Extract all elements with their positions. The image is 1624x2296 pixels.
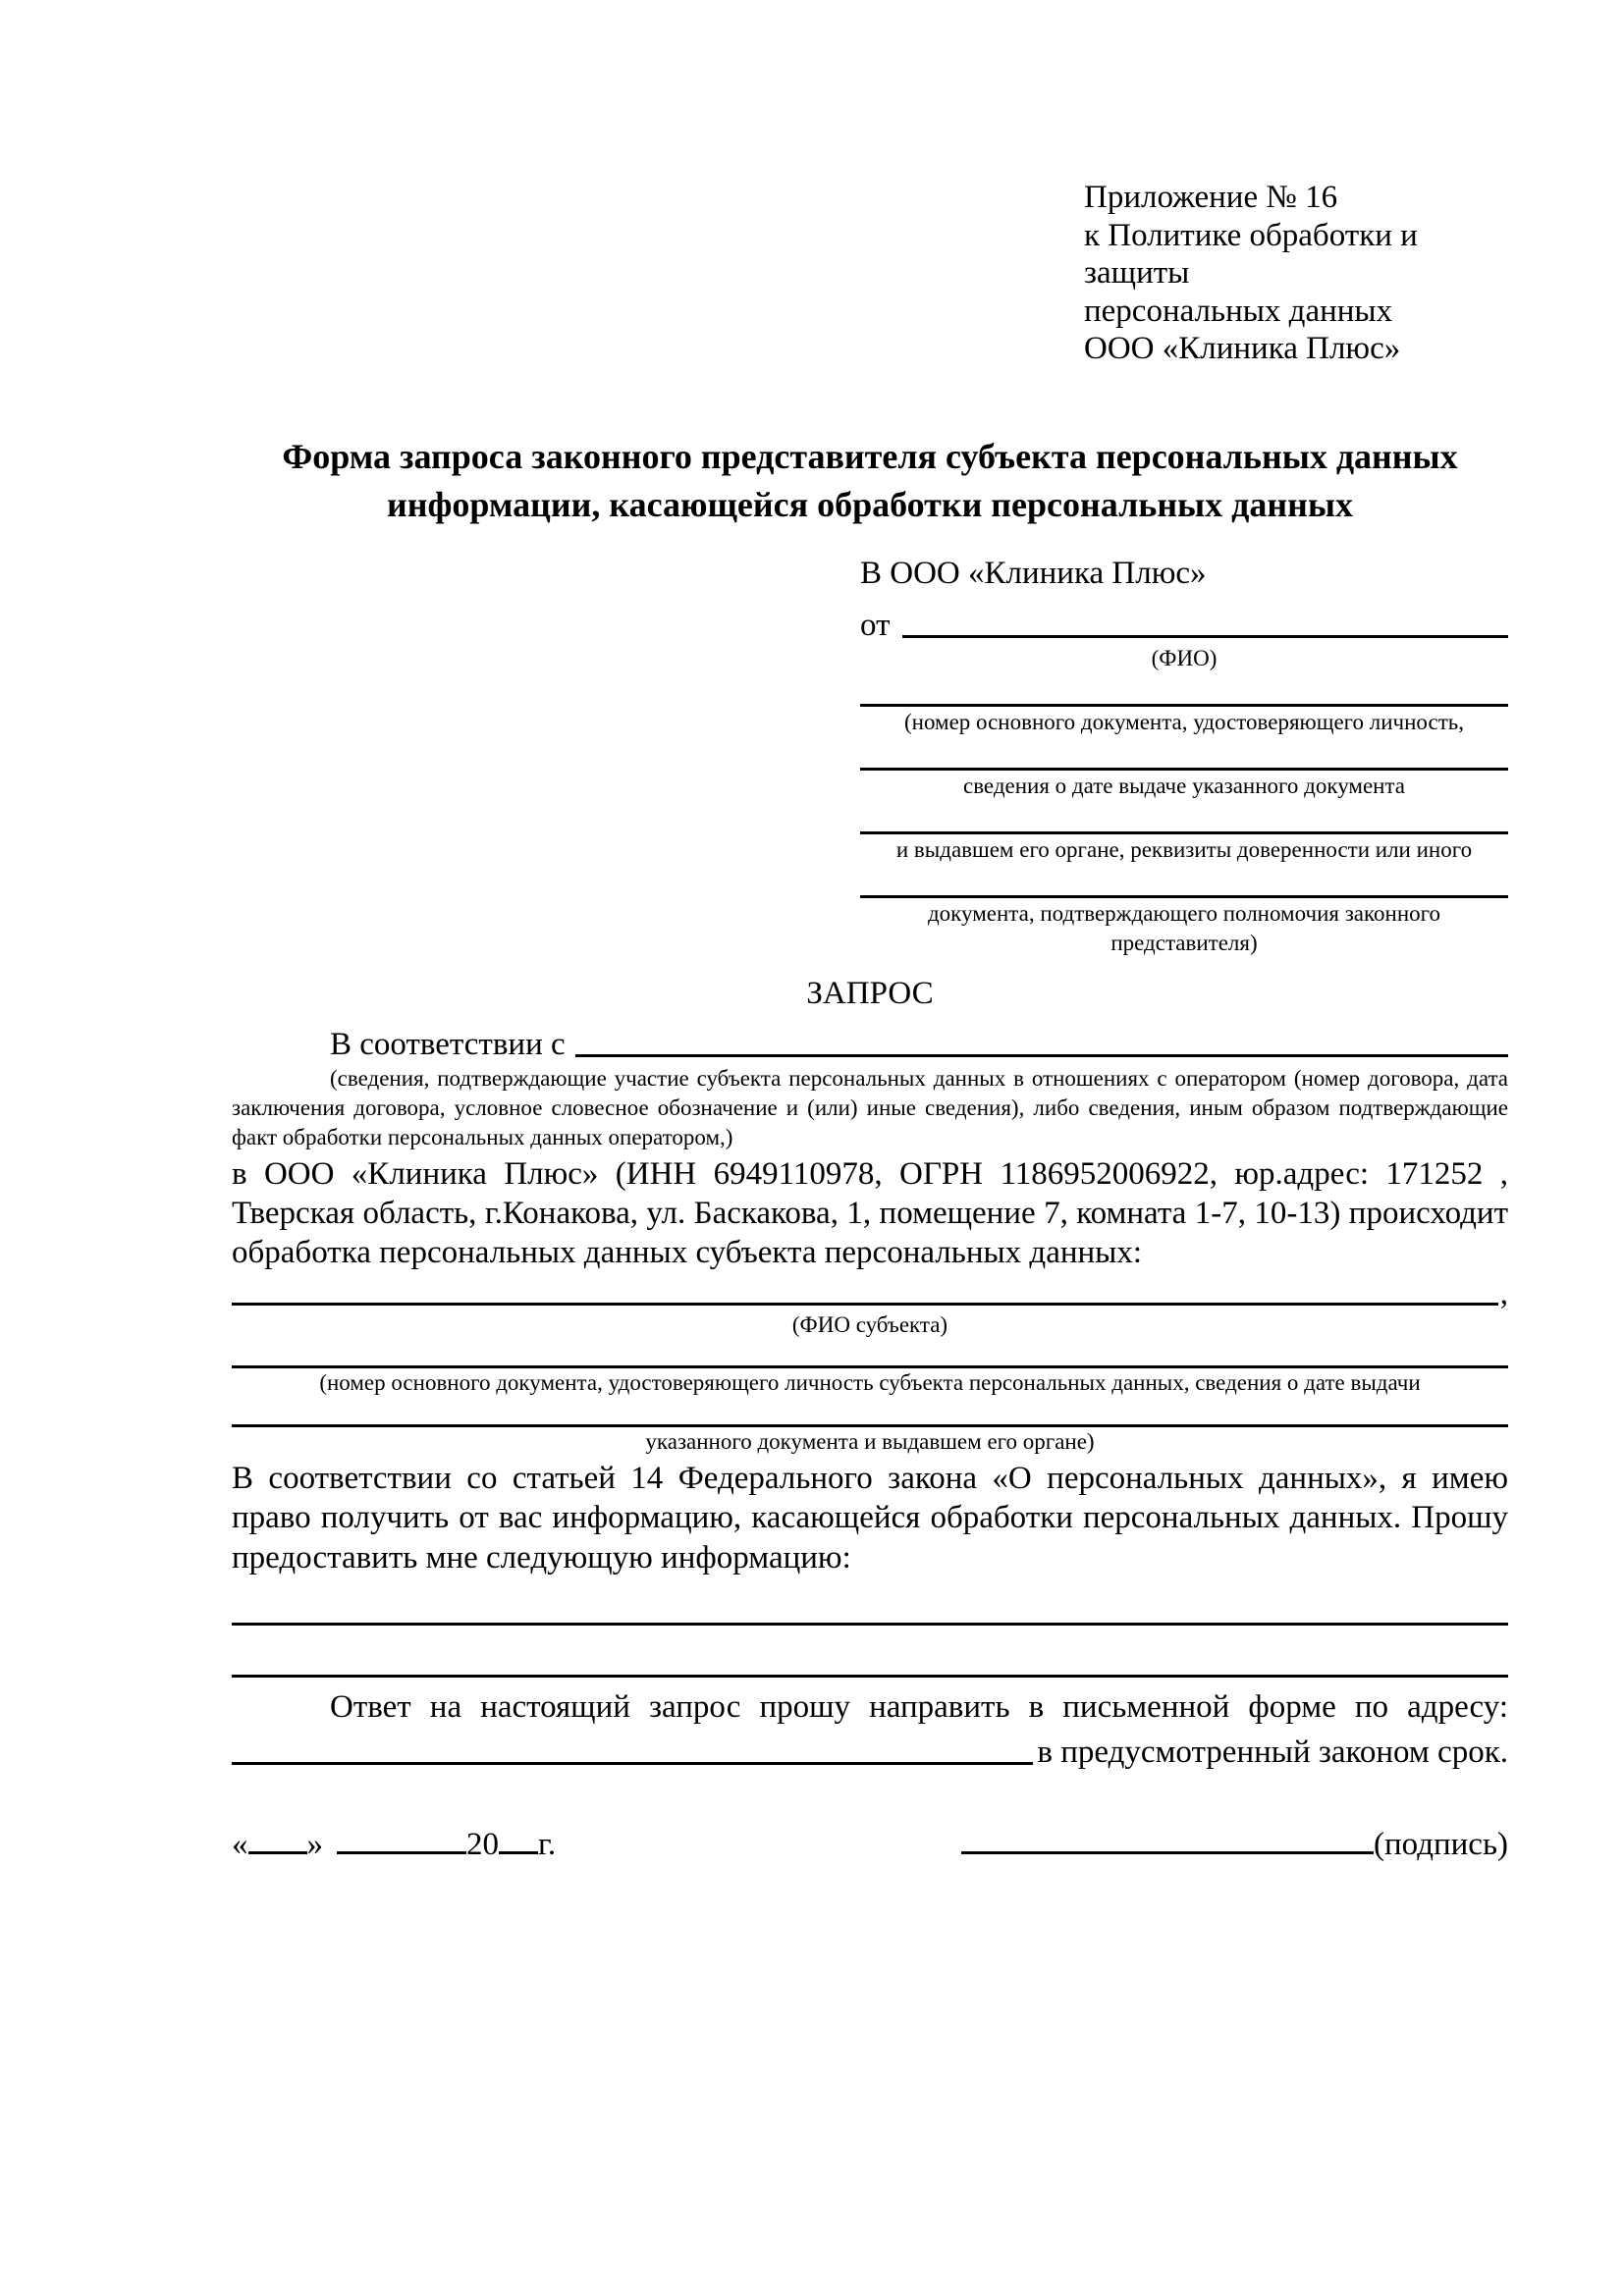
date-day-blank-line — [248, 1849, 307, 1854]
fio-blank-line — [902, 606, 1509, 638]
title-line: Форма запроса законного представителя субъекта персональных данных — [282, 437, 1458, 477]
subject-doc-caption-2: указанного документа и выдавшем его органе) — [645, 1429, 1095, 1455]
subject-fio-row — [232, 1273, 1508, 1310]
request-heading: ЗАПРОС — [806, 975, 934, 1011]
issue-date-caption: сведения о дате выдаче указанного документа — [962, 774, 1406, 799]
signature-blank-line — [961, 1849, 1374, 1854]
authority-blank-line — [860, 895, 1508, 898]
according-label: В соответствии с — [330, 1026, 566, 1062]
document-title — [232, 433, 1508, 528]
appendix-line: Приложение № 16 — [1084, 180, 1338, 215]
date-year-prefix: 20 — [466, 1827, 499, 1863]
according-row — [232, 1021, 1508, 1062]
issue-date-blank-line — [860, 768, 1508, 771]
footer-row — [232, 1827, 1508, 1862]
reply-suffix: в предусмотренный законом срок. — [1037, 1734, 1508, 1770]
addressee-block — [860, 554, 1508, 958]
operator-paragraph: в ООО «Клиника Плюс» (ИНН 6949110978, ОГРН 1186952006922, юр.адрес: 171252 , Тверская область, г.Конакова, ул. Баскакова, 1, помещение 7, комната 1-7, 10-13) происходит обработка персональных данных субъекта персональных данных: — [232, 1155, 1508, 1271]
small-print-note: (сведения, подтверждающие участие субъекта персональных данных в отношениях с оператором (номер договора, дата заключения договора, условное словесное обозначение и (или) иные сведения), либо сведения, иным образом подтверждающие факт обработки персональных данных оператором,) — [232, 1066, 1508, 1149]
date-open-quote: « — [232, 1827, 248, 1863]
title-line: информации, касающейся обработки персональных данных — [387, 484, 1353, 524]
appendix-line: ООО «Клиника Плюс» — [1084, 331, 1401, 367]
law-paragraph: В соответствии со статьей 14 Федерального закона «О персональных данных», я имею право получить от вас информацию, касающейся обработки персональных данных. Прошу предоставить мне следующую информацию: — [232, 1461, 1508, 1575]
subject-doc-caption-1: (номер основного документа, удостоверяющего личность субъекта персональных данных, сведения о дате выдачи — [319, 1370, 1421, 1396]
signature-caption: (подпись) — [1374, 1827, 1508, 1863]
fio-caption: (ФИО) — [1151, 646, 1218, 671]
signature-group — [961, 1827, 1508, 1862]
issue-org-blank-line — [860, 831, 1508, 834]
date-month-blank-line — [337, 1849, 466, 1854]
date-close-quote: » — [306, 1827, 323, 1863]
from-row — [860, 602, 1508, 643]
reply-paragraph: Ответ на настоящий запрос прошу направить в письменной форме по адресу: — [330, 1688, 1508, 1725]
appendix-line: к Политике обработки и защиты — [1084, 217, 1418, 292]
addressee-to: В ООО «Клиника Плюс» — [860, 556, 1207, 592]
subject-comma: , — [1499, 1275, 1508, 1311]
subject-fio-blank-line — [232, 1273, 1498, 1306]
date-year-suffix: г. — [538, 1827, 557, 1863]
doc-number-blank-line — [860, 704, 1508, 707]
appendix-block — [1084, 179, 1508, 368]
authority-caption: документа, подтверждающего полномочия законного представителя) — [927, 901, 1440, 955]
date-group — [232, 1827, 556, 1862]
appendix-line: персональных данных — [1084, 293, 1393, 329]
from-label: от — [860, 608, 891, 644]
reply-address-blank-line — [232, 1733, 1033, 1765]
info-blank-line-2 — [232, 1675, 1508, 1678]
doc-number-caption: (номер основного документа, удостоверяющего личность, — [903, 710, 1464, 735]
according-blank-line — [575, 1025, 1508, 1057]
subject-fio-caption: (ФИО субъекта) — [791, 1311, 948, 1337]
reply-address-row — [232, 1729, 1508, 1770]
info-blank-line-1 — [232, 1623, 1508, 1626]
issue-org-caption: и выдавшем его органе, реквизиты доверенности или иного — [895, 837, 1473, 863]
date-year-blank-line — [499, 1849, 538, 1854]
